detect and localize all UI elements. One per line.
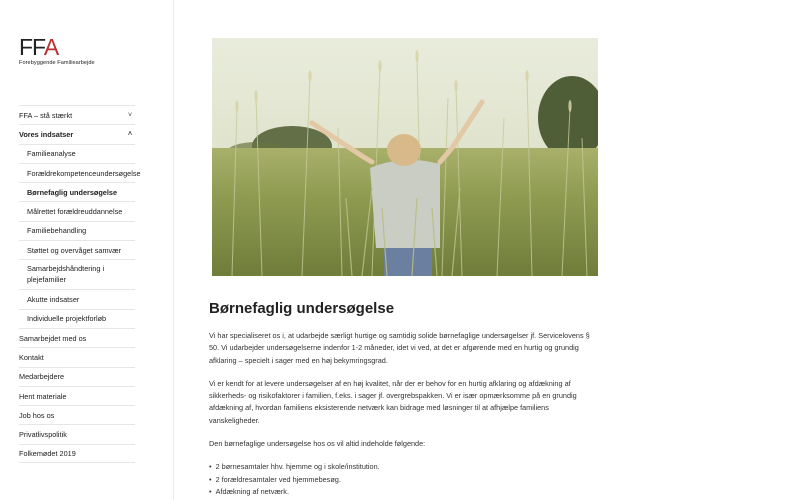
page-title: Børnefaglig undersøgelse [209,300,395,317]
article-bullet-list [209,461,601,498]
logo-mark: FFA [19,34,59,60]
nav-subitem-foraeldrekompetenceundersoegelse[interactable]: Forældrekompetenceundersøgelse [19,163,135,182]
list-item: • 2 forældresamtaler ved hjemmebesøg. [209,474,601,486]
article-paragraph-2: Vi er kendt for at levere undersøgelser af en høj kvalitet, når der er behov for en hurtig afklaring og afdækning af sikkerheds- og risikofaktorer i familien, f.eks. i sager jf. overgrebspakken. Vi er især opmærksomme på en grundig afdækning af, hvordan familiens eksisterende netværk kan bidrage med løsninger til at afhjælpe familiens vanskeligheder. [209,378,577,425]
nav-item-hent-materiale[interactable]: Hent materiale [19,386,135,405]
nav-item-kontakt[interactable]: Kontakt [19,347,135,366]
nav-item-privatlivspolitik[interactable]: Privatlivspolitik [19,424,135,443]
article-paragraph-3: Den børnefaglige undersøgelse hos os vil altid indeholde følgende: [209,439,426,449]
nav-subitem-familiebehandling[interactable]: Familiebehandling [19,221,135,240]
nav-subitem-maalrettet-foraeldreuddannelse[interactable]: Målrettet forældreuddannelse [19,201,135,220]
hero-image-child-in-grass [212,38,598,276]
nav-subitem-stoettet-samvaer[interactable]: Støttet og overvåget samvær [19,240,135,259]
nav-subitem-boernefaglig-undersoegelse[interactable]: Børnefaglig undersøgelse [19,182,135,201]
nav-subitem-individuelle-projektforloeb[interactable]: Individuelle projektforløb [19,309,135,328]
sidebar [0,0,174,500]
nav-item-medarbejdere[interactable]: Medarbejdere [19,367,135,386]
chevron-down-icon[interactable]: ˅ [127,111,133,119]
list-item: • 2 børnesamtaler hhv. hjemme og i skole/institution. [209,461,601,473]
article [209,300,601,498]
logo-tagline: Forebyggende Familiearbejde [19,60,95,66]
list-item: • Afdækning af netværk. [209,486,601,498]
logo[interactable] [19,36,95,66]
chevron-up-icon[interactable]: ˄ [127,130,133,138]
nav-item-folkemoedet-2019[interactable]: Folkemødet 2019 [19,444,135,463]
nav-subitem-akutte-indsatser[interactable]: Akutte indsatser [19,289,135,308]
nav-subitem-samarbejdshaandtering[interactable]: Samarbejdshåndtering i plejefamilier [19,259,135,289]
nav-item-samarbejdet-med-os[interactable]: Samarbejdet med os [19,328,135,347]
nav-item-ffa-staa-staerkt[interactable]: FFA – stå stærkt ˅ [19,105,135,124]
nav-item-vores-indsatser[interactable]: Vores indsatser ˄ [19,124,135,143]
main-nav [19,105,141,463]
nav-item-job-hos-os[interactable]: Job hos os [19,405,135,424]
article-paragraph-1: Vi har specialiseret os i, at udarbejde særligt hurtige og samtidig solide børnefaglige undersøgelser jf. Servicelovens § 50. Vi udarbejder undersøgelserne indenfor 1-2 måneder, idet vi ved, at det er afgørende med en hurtig og grundig afklaring – specielt i sager med en høj bekymringsgrad. [209,331,590,365]
nav-subitem-familieanalyse[interactable]: Familieanalyse [19,144,135,163]
hero-image [212,38,598,276]
